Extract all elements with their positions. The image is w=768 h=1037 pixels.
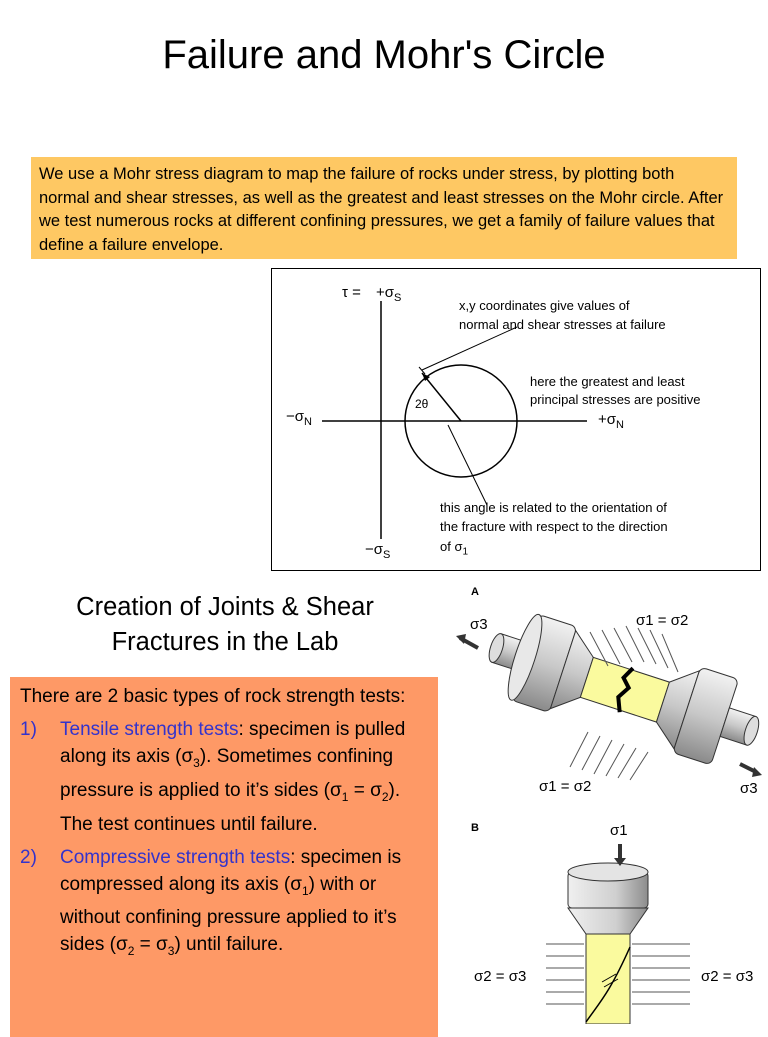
note-xy-line2: normal and shear stresses at failure bbox=[459, 317, 666, 332]
note-principal-line2: principal stresses are positive bbox=[530, 392, 701, 407]
confining-arrows-right bbox=[632, 944, 690, 1004]
note-principal-line1: here the greatest and least bbox=[530, 374, 685, 389]
a-sigma3-left: σ3 bbox=[470, 616, 488, 633]
list-text: Tensile strength tests: specimen is pulled along its axis $(\sigma_3)$. Sometimes confining pressure is applied to it’s sides $(\sigma_1 = \sigma_2)$. The test continues until failure. bbox=[60, 719, 406, 835]
note-angle-line3: of $\sigma_1$ bbox=[440, 539, 469, 558]
lab-test-figures bbox=[450, 582, 768, 1024]
confining-arrows-left bbox=[546, 944, 584, 1004]
a-sigma12-top: σ1 = σ2 bbox=[636, 612, 689, 629]
strength-tests-textbox bbox=[10, 677, 438, 1037]
a-sigma12-bottom: σ1 = σ2 bbox=[539, 778, 592, 795]
tensile-test-figure bbox=[477, 603, 768, 775]
angle-pointer bbox=[448, 425, 487, 505]
pos-sigma-n-label: $+\sigma_N$ bbox=[598, 411, 624, 431]
test-name: Tensile strength tests bbox=[60, 719, 239, 740]
confining-arrows-bottom bbox=[570, 732, 648, 780]
lab-test-illustration bbox=[450, 582, 768, 1024]
note-xy-line1: x,y coordinates give values of bbox=[459, 298, 630, 313]
b-sigma23-right: σ2 = σ3 bbox=[701, 968, 754, 985]
list-number: 2) bbox=[20, 846, 37, 868]
test-item-compressive bbox=[20, 844, 428, 966]
test-item-tensile bbox=[20, 716, 428, 838]
tau-label: τ = bbox=[342, 284, 361, 301]
b-sigma23-left: σ2 = σ3 bbox=[474, 968, 527, 985]
section-subtitle bbox=[20, 590, 430, 660]
tests-intro: There are 2 basic types of rock strength tests: bbox=[20, 686, 406, 707]
test-name: Compressive strength tests bbox=[60, 846, 291, 868]
mohr-diagram bbox=[271, 268, 761, 571]
note-angle-line2: the fracture with respect to the direction bbox=[440, 519, 668, 534]
note-angle-line1: this angle is related to the orientation of bbox=[440, 500, 667, 515]
two-theta-label: 2θ bbox=[415, 397, 429, 411]
intro-textbox: We use a Mohr stress diagram to map the failure of rocks under stress, by plotting both normal and shear stresses, as well as the greatest and least stresses on the Mohr circle. After we test numerous rocks at different confining pressures, we get a family of failure values that define a failure envelope. bbox=[31, 157, 737, 259]
pos-sigma-s-label: $+\sigma_S$ bbox=[376, 284, 402, 304]
subtitle-line2: Fractures in the Lab bbox=[111, 628, 339, 656]
neg-sigma-n-label: $-\sigma_N$ bbox=[286, 408, 312, 428]
figure-label-b: B bbox=[471, 822, 479, 834]
list-text: Compressive strength tests: specimen is compressed along its axis $(\sigma_1)$ with or without confining pressure applied to it’s sides $(\sigma_2 = \sigma_3)$ until failure. bbox=[60, 846, 402, 959]
figure-label-a: A bbox=[471, 586, 479, 598]
list-number: 1) bbox=[20, 719, 37, 740]
neg-sigma-s-label: $-\sigma_S$ bbox=[365, 541, 391, 561]
subtitle-line1: Creation of Joints & Shear bbox=[76, 593, 374, 621]
page-title: Failure and Mohr's Circle bbox=[162, 33, 606, 77]
a-sigma3-right: σ3 bbox=[740, 780, 758, 797]
b-sigma1: σ1 bbox=[610, 822, 628, 839]
failure-point-tick bbox=[419, 367, 425, 374]
